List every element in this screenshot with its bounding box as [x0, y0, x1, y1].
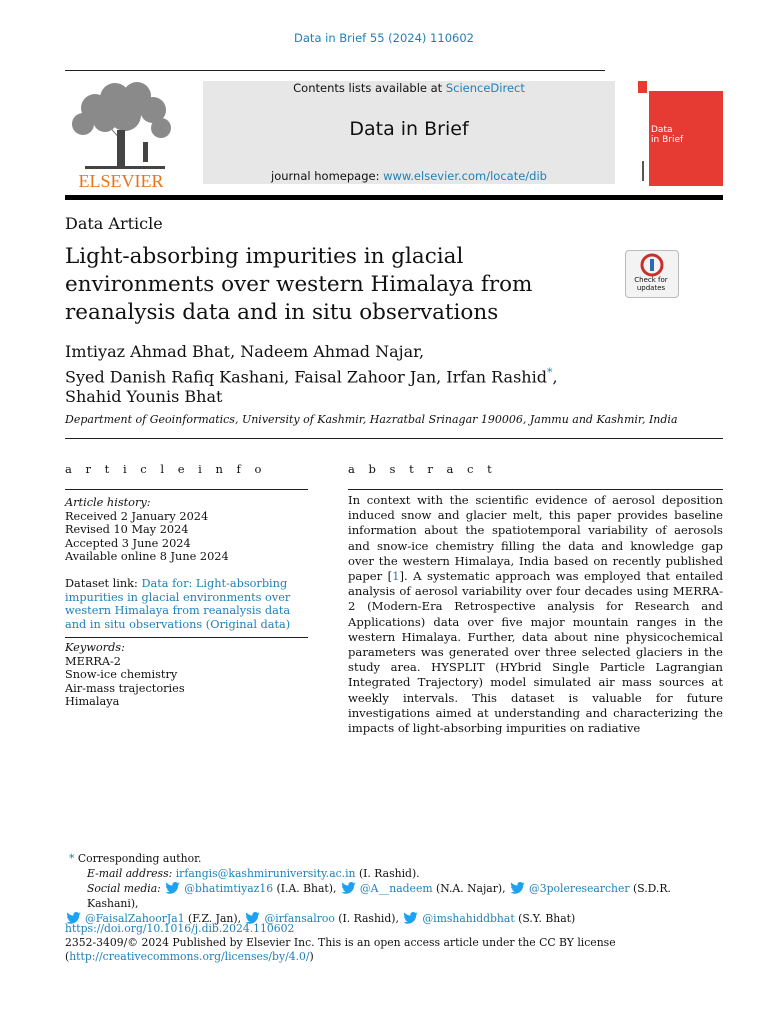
keyword-item: Himalaya	[65, 695, 120, 709]
twitter-icon	[340, 882, 357, 894]
journal-name: Data in Brief	[349, 118, 469, 140]
keyword-item: MERRA-2	[65, 654, 121, 668]
twitter-handle-link[interactable]: @A__nadeem	[359, 882, 433, 895]
handle-owner: (S.D.R. Kashani),	[87, 882, 671, 910]
license-link-line	[65, 950, 725, 964]
doi-link[interactable]: https://doi.org/10.1016/j.dib.2024.110602	[65, 922, 295, 935]
check-updates-icon	[626, 251, 678, 279]
twitter-icon	[509, 882, 526, 894]
footnote-star: *	[69, 852, 75, 865]
dataset-link-block	[65, 577, 308, 631]
article-info-heading: a r t i c l e i n f o	[65, 462, 267, 476]
email-owner: (I. Rashid).	[355, 867, 420, 880]
authors-line-3: Shahid Younis Bhat	[65, 387, 223, 407]
article-history	[65, 496, 308, 564]
revised-date: Revised 10 May 2024	[65, 523, 189, 537]
license-link[interactable]: http://creativecommons.org/licenses/by/4.0/	[69, 950, 310, 963]
social-label: Social media:	[87, 882, 165, 895]
authors-line-2-comma: ,	[552, 366, 558, 386]
homepage-link[interactable]: www.elsevier.com/locate/dib	[383, 169, 547, 183]
author-list	[65, 342, 705, 408]
contents-line	[203, 81, 615, 95]
article-title: Light-absorbing impurities in glacial environments over western Himalaya from reanalysis data and in situ observations	[65, 244, 533, 325]
title-rule	[65, 438, 723, 439]
article-type: Data Article	[65, 214, 163, 233]
check-updates-label	[625, 276, 677, 292]
handle-owner: (F.Z. Jan),	[184, 912, 245, 925]
journal-citation[interactable]: Data in Brief 55 (2024) 110602	[294, 31, 474, 45]
header-rule	[65, 70, 605, 71]
handle-owner: (I.A. Bhat),	[273, 882, 340, 895]
reference-link[interactable]: 1	[392, 569, 400, 584]
keyword-item: Air-mass trajectories	[65, 681, 185, 695]
received-date: Received 2 January 2024	[65, 509, 209, 523]
history-label: Article history:	[65, 496, 151, 509]
info-rule-1	[65, 489, 308, 490]
social-line	[65, 881, 725, 911]
homepage-prefix: journal homepage:	[271, 169, 384, 183]
twitter-handle-link[interactable]: @FaisalZahoorJa1	[85, 912, 185, 925]
abstract-rule	[348, 489, 723, 490]
cover-title	[651, 125, 683, 145]
handle-owner: (I. Rashid),	[334, 912, 403, 925]
info-rule-2	[65, 637, 308, 638]
corresponding-label: Corresponding author.	[77, 852, 202, 865]
abstract-part-1: In context with the scientific evidence of aerosol deposition induced snow and glacier melt, this paper provides baseline information about the spatiotemporal variability of aerosols and snow-ice chemistry filling the data and knowledge gap over the western Himalaya, India based on recently published paper [	[348, 493, 723, 584]
sciencedirect-link[interactable]: ScienceDirect	[445, 81, 525, 95]
cover-line1: Data	[651, 125, 673, 135]
cover-spine	[638, 81, 647, 186]
twitter-handle-link[interactable]: @3poleresearcher	[528, 882, 630, 895]
keyword-item: Snow-ice chemistry	[65, 668, 178, 682]
elsevier-logo[interactable]	[65, 80, 177, 190]
handle-owner: (N.A. Najar),	[432, 882, 509, 895]
authors-line-2-text: Syed Danish Rafiq Kashani, Faisal Zahoor Jan, Irfan Rashid	[65, 366, 547, 386]
dataset-link[interactable]: Data for: Light-absorbing impurities in glacial environments over western Himalaya from reanalysis data and in situ observations (Original data)	[65, 577, 291, 631]
header-thick-rule	[65, 195, 723, 200]
dataset-label: Dataset link:	[65, 577, 142, 590]
abstract-part-2: ]. A systematic approach was employed that entailed analysis of aerosol variability over four decades using MERRA-2 (Modern-Era Retrospective analysis for Research and Applications) data over five major mountain ranges in the western Himalaya. Further, data about nine physicochemical parameters was generated over three selected glaciers in the study area. HYSPLIT (HYbrid Single Particle Lagrangian Integrated Trajectory) model simulated air mass sources at weekly intervals. This dataset is valuable for future investigations aimed at understanding and characterizing the impacts of light-absorbing impurities on radiative	[348, 569, 724, 736]
twitter-icon	[164, 882, 181, 894]
open-paren: (	[65, 950, 70, 963]
online-date: Available online 8 June 2024	[65, 550, 229, 564]
keywords-block	[65, 641, 308, 709]
twitter-handle-link[interactable]: @irfansalroo	[264, 912, 335, 925]
corresponding-author-link[interactable]: *	[546, 365, 553, 379]
footnotes	[65, 851, 725, 926]
authors-line-2	[65, 363, 705, 388]
keywords-label: Keywords:	[65, 641, 125, 654]
homepage-line	[203, 169, 615, 183]
doi-block	[65, 922, 725, 964]
email-link[interactable]: irfangis@kashmiruniversity.ac.in	[175, 867, 356, 880]
abstract-text	[348, 493, 723, 736]
corresponding-footnote	[65, 851, 725, 866]
email-line	[65, 866, 725, 881]
twitter-handle-link[interactable]: @imshahiddbhat	[422, 912, 515, 925]
email-label: E-mail address:	[87, 867, 176, 880]
affiliation: Department of Geoinformatics, University of Kashmir, Hazratbal Srinagar 190006, Jammu and Kashmir, India	[65, 413, 678, 426]
license-text: 2352-3409/© 2024 Published by Elsevier Inc. This is an open access article under the CC BY license	[65, 936, 616, 949]
handle-owner: (S.Y. Bhat)	[514, 912, 576, 925]
twitter-handle-link[interactable]: @bhatimtiyaz16	[184, 882, 274, 895]
check-updates-line1: Check for	[634, 276, 668, 284]
cover-line2: in Brief	[651, 135, 684, 145]
svg-text:ELSEVIER: ELSEVIER	[78, 171, 164, 190]
check-updates-line2: updates	[636, 284, 666, 292]
contents-prefix: Contents lists available at	[293, 81, 446, 95]
authors-line-1: Imtiyaz Ahmad Bhat, Nadeem Ahmad Najar,	[65, 342, 425, 361]
close-paren: )	[309, 950, 314, 963]
accepted-date: Accepted 3 June 2024	[65, 536, 191, 550]
abstract-heading: a b s t r a c t	[348, 462, 497, 476]
